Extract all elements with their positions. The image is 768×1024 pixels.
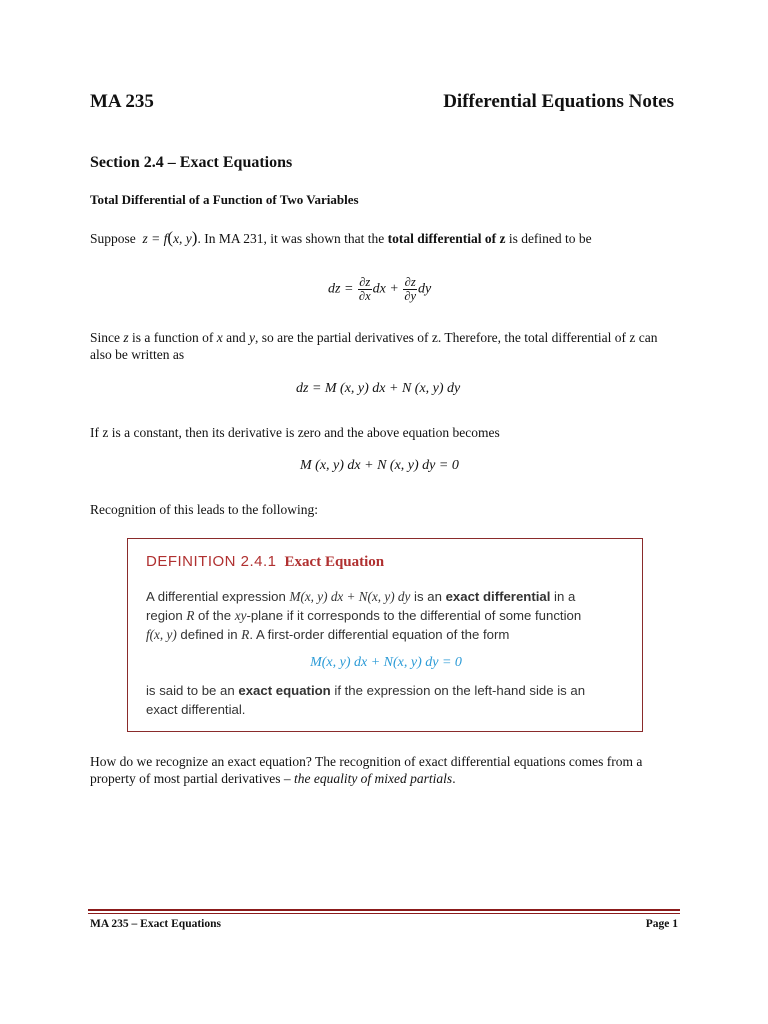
course-code: MA 235 xyxy=(90,91,154,112)
text: region xyxy=(146,608,187,623)
definition-title: Exact Equation xyxy=(284,554,385,570)
definition-line xyxy=(146,681,630,700)
definition-line xyxy=(146,625,630,644)
math: R xyxy=(241,627,250,642)
text: is defined to be xyxy=(505,231,592,246)
text: Suppose xyxy=(90,231,136,246)
math: M(x, y) dx + N(x, y) dy = 0 xyxy=(310,655,462,670)
text: -plane if it corresponds to the differential of some function xyxy=(246,608,582,623)
text: . A first-order differential equation of the form xyxy=(249,627,510,642)
math: xy xyxy=(234,608,247,623)
definition-heading xyxy=(146,553,384,571)
text: is said to be an xyxy=(146,683,239,698)
equation-mn-zero: M (x, y) dx + N (x, y) dy = 0 xyxy=(300,458,459,473)
eq-tail: dy xyxy=(418,281,432,297)
section-title: Section 2.4 – Exact Equations xyxy=(90,154,293,171)
text: is an xyxy=(410,589,446,604)
bold-term: exact differential xyxy=(445,589,551,604)
definition-equation xyxy=(128,653,644,671)
page-number: Page 1 xyxy=(645,918,678,930)
math-var: z xyxy=(123,330,129,345)
definition-line xyxy=(146,587,630,606)
definition-number: DEFINITION 2.4.1 xyxy=(146,553,277,570)
equation-mn-differential: dz = M (x, y) dx + N (x, y) dy xyxy=(296,381,461,396)
math-args: x, y xyxy=(173,231,192,246)
paragraph-recognition: Recognition of this leads to the following: xyxy=(90,502,318,517)
text: How do we recognize an exact equation? The recognition of exact differential equations comes from a property of most partial derivatives – xyxy=(90,754,643,786)
text: . In MA 231, it was shown that the xyxy=(197,231,388,246)
math: M(x, y) dx + N(x, y) dy xyxy=(289,589,411,604)
definition-line xyxy=(146,606,630,625)
subsection-title: Total Differential of a Function of Two Variables xyxy=(90,192,359,207)
fraction xyxy=(403,276,417,303)
math-function: z = f xyxy=(142,231,168,246)
text: A differential expression xyxy=(146,589,290,604)
text: Since xyxy=(90,330,124,345)
text: if the expression on the left-hand side is an xyxy=(330,683,586,698)
fraction xyxy=(358,276,372,303)
math: R xyxy=(186,608,195,623)
text: of the xyxy=(194,608,235,623)
equation-total-differential xyxy=(328,276,431,303)
text: is a function of xyxy=(128,330,217,345)
denominator: ∂y xyxy=(404,289,417,303)
text: and xyxy=(222,330,249,345)
paragraph-since xyxy=(90,329,680,363)
text: , so are the partial derivatives of z. Therefore, the total differential of z can also be written as xyxy=(90,330,658,362)
math: f(x, y) xyxy=(146,627,177,642)
text: in a xyxy=(550,589,576,604)
text: . xyxy=(452,771,456,786)
footer-divider xyxy=(88,909,680,911)
paragraph-how xyxy=(90,753,680,787)
footer-label: MA 235 – Exact Equations xyxy=(90,918,221,930)
paragraph-suppose: Suppose z = f(x, y). In MA 231, it was shown that the total differential of z is defined to be xyxy=(90,228,592,247)
document-title: Differential Equations Notes xyxy=(443,91,674,112)
math-var: x xyxy=(216,330,223,345)
bold-term: exact equation xyxy=(238,683,331,698)
numerator: ∂z xyxy=(404,275,416,289)
paragraph-constant: If z is a constant, then its derivative is zero and the above equation becomes xyxy=(90,425,500,440)
text: defined in xyxy=(176,627,242,642)
denominator: ∂x xyxy=(358,289,371,303)
math-var: y xyxy=(249,330,255,345)
italic-term: the equality of mixed partials xyxy=(293,771,453,786)
definition-box xyxy=(127,538,643,732)
numerator: ∂z xyxy=(359,275,371,289)
footer-divider xyxy=(88,913,680,914)
definition-line: exact differential. xyxy=(146,702,246,717)
bold-term: total differential of z xyxy=(387,231,506,246)
eq-lhs: dz = xyxy=(328,281,354,297)
eq-mid: dx + xyxy=(372,281,399,297)
